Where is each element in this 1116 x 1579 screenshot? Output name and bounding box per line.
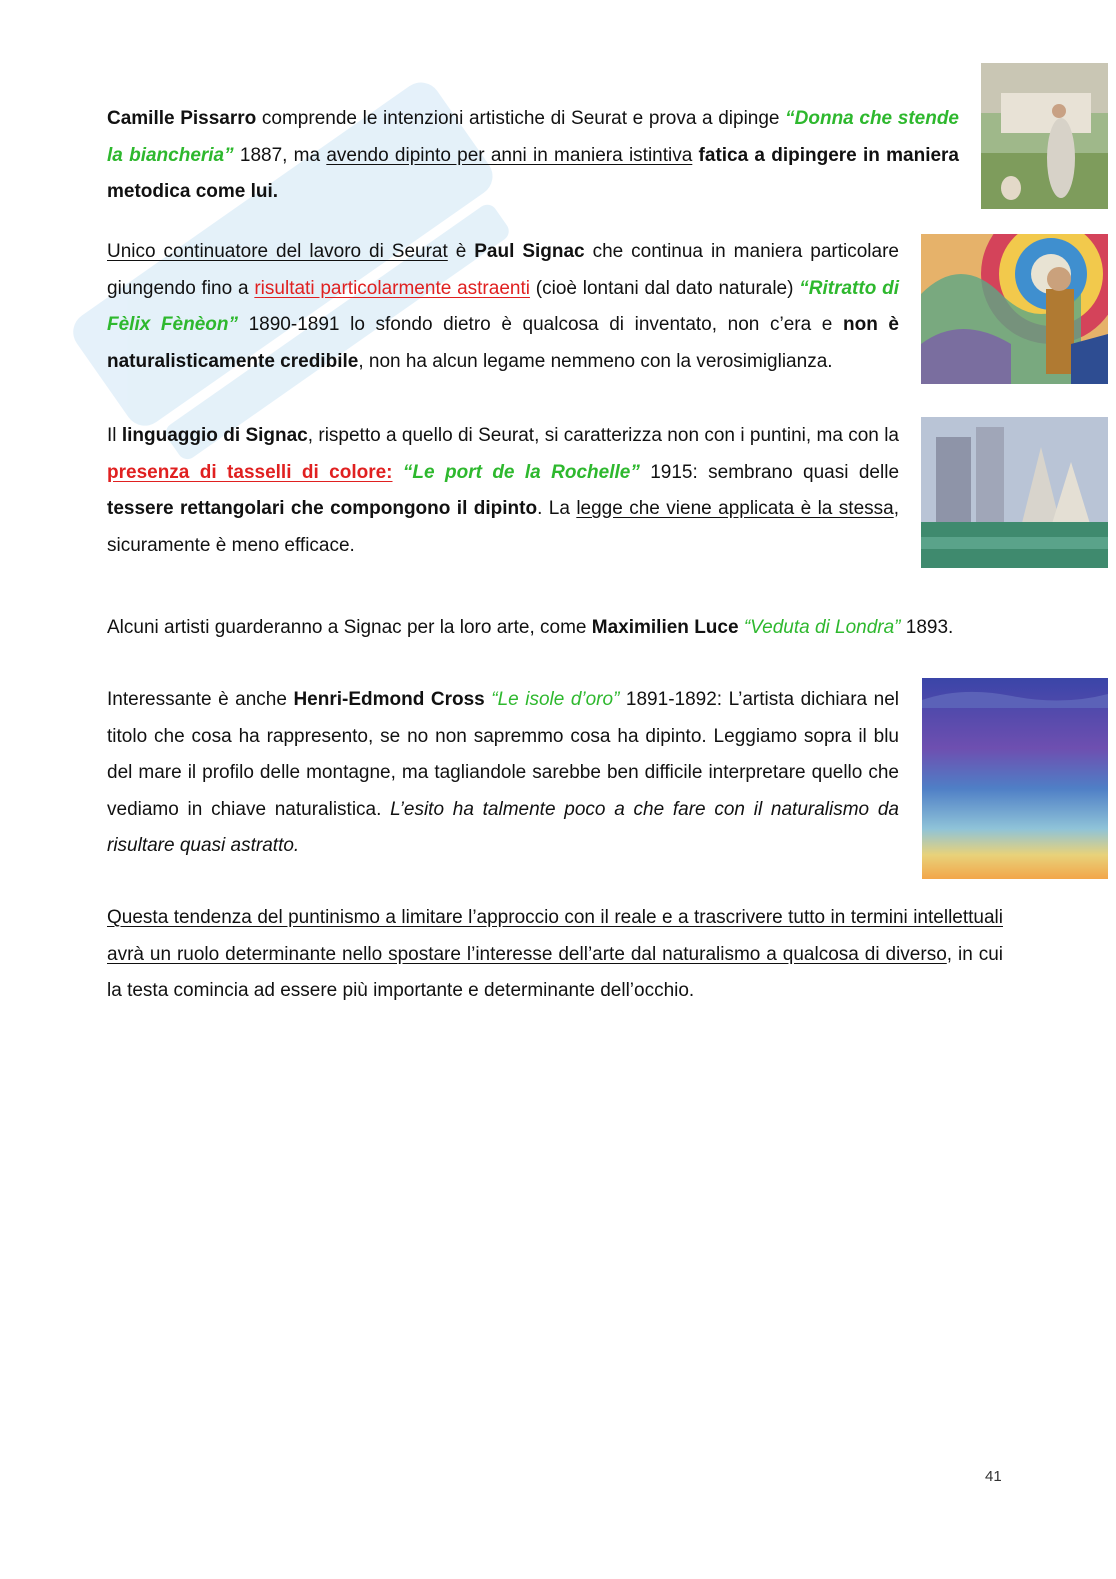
paragraph-signac: Unico continuatore del lavoro di Seurat è Paul Signac che continua in maniera particolare giungendo fino a risultati particolarmente astraenti (cioè lontani dal dato naturale) “Ritratto di Fèlix Fènèon” 1890-1891 lo sfondo dietro è qualcosa di inventato, non c’era e non è naturalisticamente credibile, non ha alcun legame nemmeno con la verosimiglianza. xyxy=(107,241,899,372)
painting-port-rochelle xyxy=(921,417,1108,568)
artist-name: Maximilien Luce xyxy=(591,617,739,638)
artwork-title: “Veduta di Londra” xyxy=(743,617,901,638)
artwork-title: “Le isole d’oro” xyxy=(491,689,620,710)
artwork-title: “Ritratto di Fèlix Fènèon” xyxy=(107,277,899,335)
paragraph-luce: Alcuni artisti guarderanno a Signac per la loro arte, come Maximilien Luce “Veduta di Londra” 1893. xyxy=(107,617,954,638)
artist-name: Paul Signac xyxy=(474,241,585,262)
page-number: 41 xyxy=(985,1468,1002,1485)
paragraph-signac-language: Il linguaggio di Signac, rispetto a quello di Seurat, si caratterizza non con i puntini, ma con la presenza di tasselli di colore: “Le port de la Rochelle” 1915: sembrano quasi delle tessere rettangolari che compongono il dipinto. La legge che viene applicata è la stessa, sicuramente è meno efficace. xyxy=(107,425,900,556)
painting-donna-biancheria xyxy=(981,63,1108,209)
artist-name: Henri-Edmond Cross xyxy=(293,689,485,710)
paragraph-pissarro: Camille Pissarro comprende le intenzioni artistiche di Seurat e prova a dipinge “Donna che stende la biancheria” 1887, ma avendo dipinto per anni in maniera istintiva fatica a dipingere in maniera metodica come lui. xyxy=(107,108,959,202)
artwork-title: “Donna che stende la biancheria” xyxy=(107,108,959,166)
artist-name: Camille Pissarro xyxy=(107,108,257,129)
paragraph-cross: Interessante è anche Henri-Edmond Cross “Le isole d’oro” 1891-1892: L’artista dichiara nel titolo che cosa ha rappresento, se no non sapremmo cosa ha dipinto. Leggiamo sopra il blu del mare il profilo delle montagne, ma tagliandole sarebbe ben difficile interpretare quello che vediamo in chiave naturalistica. L’esito ha talmente poco a che fare con il naturalismo da risultare quasi astratto. xyxy=(107,689,899,856)
artwork-title: “Le port de la Rochelle” xyxy=(402,461,640,483)
painting-ritratto-feneon xyxy=(921,234,1108,384)
paragraph-conclusion: Questa tendenza del puntinismo a limitare l’approccio con il reale e a trascrivere tutto in termini intellettuali avrà un ruolo determinante nello spostare l’interesse dell’arte dal naturalismo a qualcosa di diverso, in cui la testa comincia ad essere più importante e determinante dell’occhio. xyxy=(107,907,1003,1001)
painting-isole-oro xyxy=(922,678,1108,879)
